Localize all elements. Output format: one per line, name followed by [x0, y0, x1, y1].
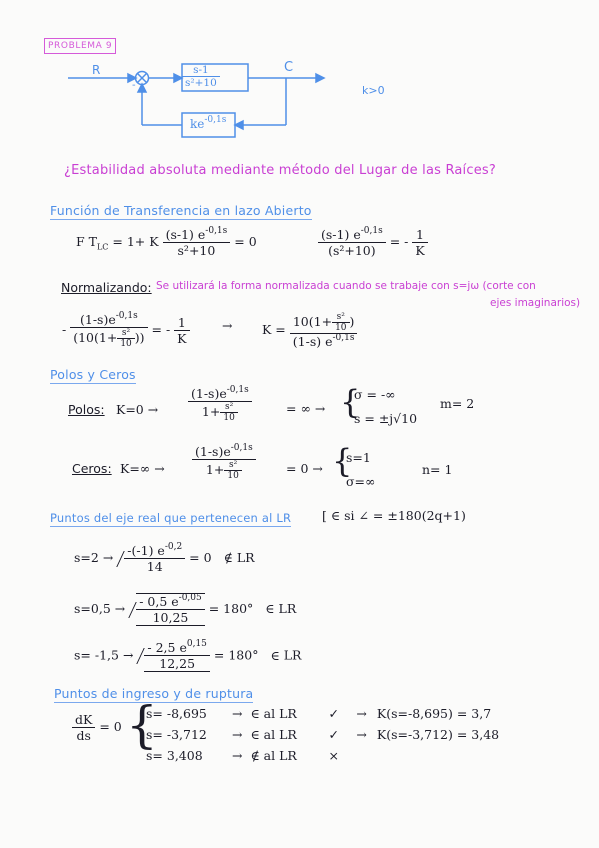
open-loop-equation: F $T_{LC} = 1+ K$ $\frac{(s-1) e^{-0,1s}}{\text{s²+10}}$ = 0 — [76, 226, 257, 258]
output-label: C — [284, 60, 294, 75]
breakpoints-heading: Puntos de ingreso y de ruptura — [54, 686, 254, 701]
breakpoint-row-3: s= 3,408 → ∉ al LR × — [146, 748, 339, 763]
derivative: $\frac{dK}{ds}$ = 0 — [72, 712, 122, 743]
poles-k: K=0 → — [116, 402, 159, 417]
poles-brace: { — [340, 383, 361, 421]
normalizing-note-cont: ejes imaginarios) — [490, 297, 581, 309]
zeros-k: K=∞ → — [120, 461, 165, 476]
zeros-brace: { — [332, 442, 353, 480]
output-arrow — [316, 74, 324, 82]
poles-expression: $(1-s)e^{-0,1s}$ 1+ $\frac{\text{s²}}{10}$ — [188, 386, 252, 423]
normalizing-note: Se utilizará la forma normalizada cuando se trabaje con s=jω (corte con — [156, 280, 536, 292]
k-expression: K = 10(1+ $\frac{\text{s²}}{10}$ ) (1-s) $e^{-0,1s}$ — [262, 312, 357, 349]
zeros-eq: = 0 → — [286, 461, 323, 476]
poles-label: Polos: — [68, 402, 105, 417]
summing-minus: - — [132, 80, 136, 91]
real-axis-criterion: [ ∈ si ∠ = ±180(2q+1) — [322, 508, 466, 523]
poles-eq: = ∞ → — [286, 401, 326, 416]
zeros-label: Ceros: — [72, 461, 112, 476]
problem-tag: PROBLEMA 9 — [44, 38, 116, 54]
breakpoint-row-1: s= -8,695 → ∈ al LR ✓ → K(s=-8,695) = 3,7 — [146, 706, 492, 721]
poles-result-2: s = ±j√10 — [354, 411, 418, 426]
question: ¿Estabilidad absoluta mediante método del Lugar de las Raíces? — [64, 163, 496, 178]
breakpoint-row-2: s= -3,712 → ∈ al LR ✓ → K(s=-3,712) = 3,48 — [146, 727, 500, 742]
zeros-count: n= 1 — [422, 462, 453, 477]
real-axis-row-3: s= -1,5 → $\frac{- 2,5 e^{0,15}}{12,25}$ = 180° ∈ LR — [74, 639, 302, 671]
poles-result-1: σ = -∞ — [354, 387, 396, 402]
normalized-equation: - $(1-s)e^{-0,1s}$ (10(1+ $\frac{\text{s²}}{10}$ )) = - $\frac{1}{K}$ — [62, 312, 190, 349]
normalized-arrow: → — [222, 318, 233, 333]
open-loop-heading: Función de Transferencia en lazo Abierto — [50, 203, 312, 218]
real-axis-row-2: s=0,5 → $\frac{- 0,5 e^{-0,05}}{10,25}$ = 180° ∈ LR — [74, 593, 297, 625]
real-axis-heading: Puntos del eje real que pertenecen al LR — [50, 511, 292, 525]
gain-condition: k>0 — [362, 84, 385, 97]
zeros-result-2: σ=∞ — [346, 474, 376, 489]
poles-zeros-heading: Polos y Ceros — [50, 367, 136, 382]
real-axis-row-1: s=2 → $\frac{-(-1) e^{-0,2}}{14}$ = 0 ∉ LR — [74, 542, 255, 574]
input-label: R — [92, 63, 101, 77]
zeros-expression: $(1-s)e^{-0,1s}$ 1+ $\frac{\text{s²}}{10}$ — [192, 444, 256, 481]
poles-count: m= 2 — [440, 396, 475, 411]
breakpoints-brace: { — [126, 696, 158, 754]
open-loop-equation-k: $\frac{(s-1) e^{-0,1s}}{\text{(s²+10)}}$ = - $\frac{1}{K}$ — [318, 227, 428, 258]
forward-transfer-function: $\frac{s-1}{\text{s²+10}}$ — [182, 64, 220, 89]
normalizing-label: Normalizando: — [61, 280, 152, 295]
feedback-transfer-function: $ke^{-0,1s}$ — [190, 115, 227, 131]
zeros-result-1: s=1 — [346, 450, 371, 465]
